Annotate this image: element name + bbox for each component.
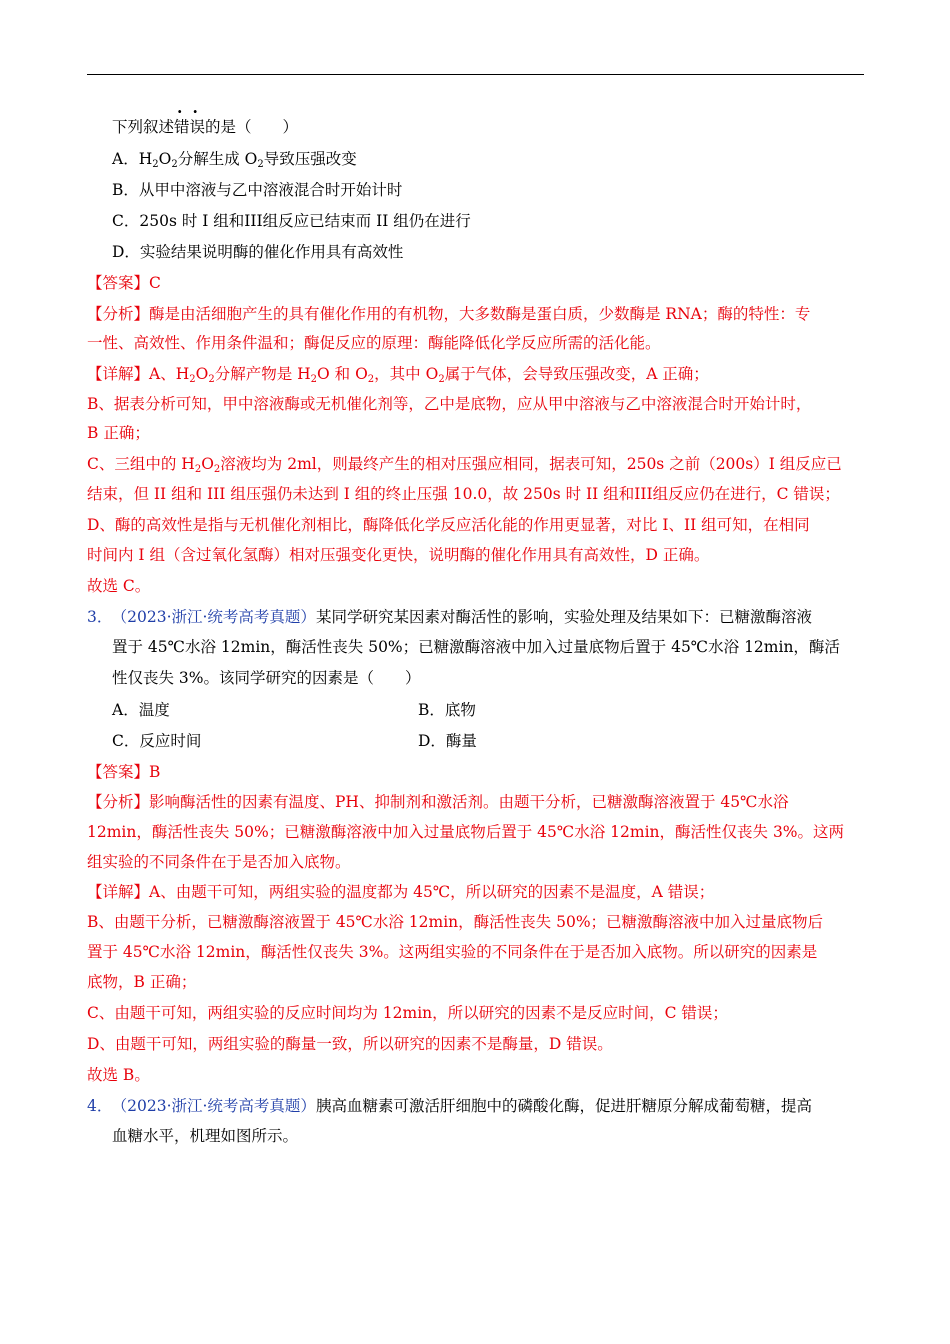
q2-detail-line: 结束，但 II 组和 III 组压强仍未达到 I 组的终止压强 10.0，故 250s 时 II 组和III组反应仍在进行，C 错误； [87, 485, 840, 503]
q2-detail-line: B 正确； [87, 424, 150, 442]
emphasis-dot-char: 错 [174, 118, 190, 136]
q3-analysis-line: 12min，酶活性丧失 50%；已糖激酶溶液中加入过量底物后置于 45℃水浴 12min，酶活性仅丧失 3%。这两 [87, 823, 845, 841]
q2-answer: 【答案】C [87, 274, 161, 292]
q4-source: （2023·浙江·统考高考真题） [119, 1097, 316, 1115]
q3-option-b: B．底物 [418, 701, 476, 719]
q3-analysis-line: 【分析】影响酶活性的因素有温度、PH、抑制剂和激活剂。由题干分析，已糖激酶溶液置于 45℃水浴 [87, 793, 789, 811]
q2-analysis-line: 一性、高效性、作用条件温和；酶促反应的原理：酶能降低化学反应所需的活化能。 [87, 334, 661, 352]
q3-detail-line: 底物，B 正确； [87, 973, 197, 991]
q2-option-a: A．$H_2O_2$分解生成 $O_2$导致压强改变 [112, 150, 357, 170]
q4-number: 4． [87, 1097, 113, 1115]
emphasis-dot-char: 误 [189, 118, 206, 136]
q2-option-b: B．从甲中溶液与乙中溶液混合时开始计时 [112, 181, 403, 199]
q3-detail-line: 置于 45℃水浴 12min，酶活性仅丧失 3%。这两组实验的不同条件在于是否加入底物。所以研究的因素是 [87, 943, 818, 961]
q2-detail-line: C、三组中的 $H_2O_2$溶液均为 2ml，则最终产生的相对压强应相同，据表可知，250s 之前（200s）I 组反应已 [87, 455, 842, 475]
q3-number: 3． [87, 608, 113, 626]
q2-stem: 下列叙述错误的是（ ） [112, 118, 299, 136]
q3-analysis-line: 组实验的不同条件在于是否加入底物。 [87, 853, 351, 871]
q3-stem-line: 3． （2023·浙江·统考高考真题）某同学研究某因素对酶活性的影响，实验处理及结果如下：已糖激酶溶液 [87, 608, 812, 626]
q2-detail-line: 【详解】A、$H_2O_2$分解产物是 $H_2O$ 和 $O_2$，其中 $O_2$属于气体，会导致压强改变，A 正确； [87, 365, 709, 385]
q2-detail-line: 时间内 I 组（含过氧化氢酶）相对压强变化更快，说明酶的催化作用具有高效性，D 正确。 [87, 546, 710, 564]
q3-stem-line: 置于 45℃水浴 12min，酶活性丧失 50%；已糖激酶溶液中加入过量底物后置于 45℃水浴 12min，酶活 [112, 638, 840, 656]
q3-conclusion: 故选 B。 [87, 1066, 150, 1084]
q2-conclusion: 故选 C。 [87, 577, 151, 595]
q2-detail-line: B、据表分析可知，甲中溶液酶或无机催化剂等，乙中是底物，应从甲中溶液与乙中溶液混合时开始计时， [87, 395, 812, 413]
q3-detail-line: B、由题干分析，已糖激酶溶液置于 45℃水浴 12min，酶活性丧失 50%；已糖激酶溶液中加入过量底物后 [87, 913, 824, 931]
q4-stem-line: 血糖水平，机理如图所示。 [112, 1127, 299, 1145]
q2-option-d: D．实验结果说明酶的催化作用具有高效性 [112, 243, 404, 261]
q3-stem-line: 性仅丧失 3%。该同学研究的因素是（ ） [112, 669, 421, 687]
q2-analysis-line: 【分析】酶是由活细胞产生的具有催化作用的有机物，大多数酶是蛋白质，少数酶是 RNA；酶的特性：专 [87, 305, 811, 323]
q2-detail-line: D、酶的高效性是指与无机催化剂相比，酶降低化学反应活化能的作用更显著，对比 I、II 组可知，在相同 [87, 516, 810, 534]
q3-option-d: D．酶量 [418, 732, 477, 750]
q3-detail-line: C、由题干可知，两组实验的反应时间均为 12min，所以研究的因素不是反应时间，C 错误； [87, 1004, 728, 1022]
q3-option-c: C．反应时间 [112, 732, 202, 750]
q3-detail-line: 【详解】A、由题干可知，两组实验的温度都为 45℃，所以研究的因素不是温度，A 错误； [87, 883, 715, 901]
q3-source: （2023·浙江·统考高考真题） [119, 608, 316, 626]
q3-detail-line: D、由题干可知，两组实验的酶量一致，所以研究的因素不是酶量，D 错误。 [87, 1035, 613, 1053]
q3-answer: 【答案】B [87, 763, 161, 781]
q2-option-c: C．250s 时 I 组和III组反应已结束而 II 组仍在进行 [112, 212, 471, 230]
q4-stem-line: 4． （2023·浙江·统考高考真题）胰高血糖素可激活肝细胞中的磷酸化酶，促进肝糖原分解成葡萄糖，提高 [87, 1097, 812, 1115]
q3-option-a: A．温度 [112, 701, 170, 719]
header-rule [87, 74, 864, 75]
